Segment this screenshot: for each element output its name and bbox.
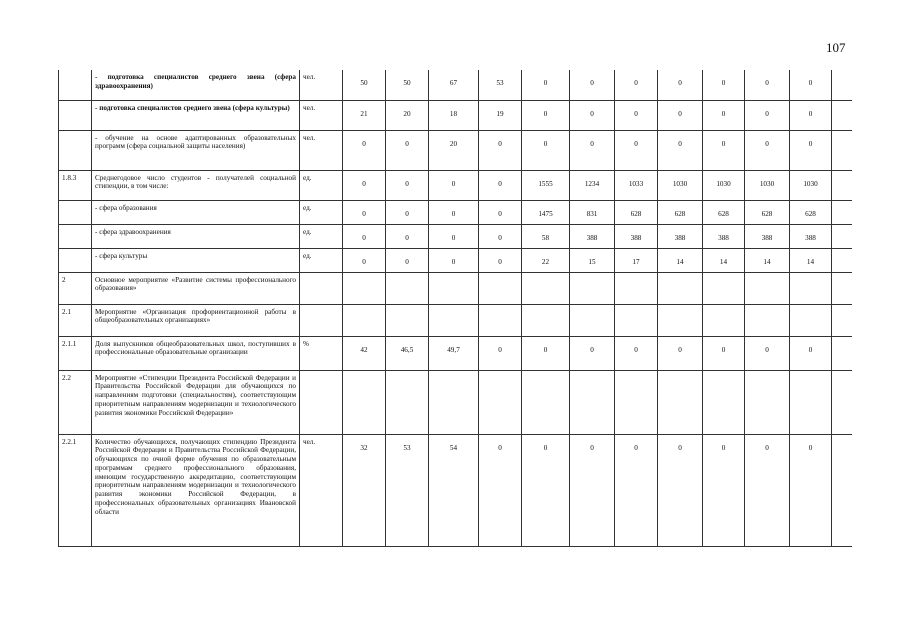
row-value (343, 272, 386, 304)
row-value (658, 304, 703, 336)
row-value: 0 (790, 70, 832, 100)
row-value: 32 (343, 434, 386, 546)
row-code (59, 248, 92, 272)
row-value (429, 304, 479, 336)
row-code (59, 100, 92, 130)
row-value: 0 (386, 224, 429, 248)
row-value (343, 304, 386, 336)
row-value: 0 (790, 336, 832, 370)
row-value: 0 (429, 248, 479, 272)
row-value: 0 (522, 434, 570, 546)
row-code (59, 70, 92, 100)
row-value: 0 (479, 130, 522, 170)
row-value: 14 (790, 248, 832, 272)
page-number: 107 (826, 40, 846, 55)
row-value: 20 (429, 130, 479, 170)
row-value (479, 272, 522, 304)
row-value: 17 (615, 248, 658, 272)
row-value (745, 272, 790, 304)
row-code: 2.1.1 (59, 336, 92, 370)
row-value: 0 (386, 170, 429, 200)
row-value: 0 (570, 100, 615, 130)
row-value: 0 (658, 434, 703, 546)
row-value: 0 (522, 336, 570, 370)
row-value (703, 272, 745, 304)
row-value: 0 (570, 130, 615, 170)
table-row (59, 304, 852, 336)
row-value: 0 (745, 70, 790, 100)
row-value: 0 (386, 200, 429, 224)
row-value: 0 (522, 100, 570, 130)
row-unit: % (300, 336, 343, 370)
row-value: 0 (343, 248, 386, 272)
row-value: 67 (429, 70, 479, 100)
row-value: 0 (479, 434, 522, 546)
row-value (479, 304, 522, 336)
row-value: 1475 (522, 200, 570, 224)
row-value: 22 (522, 248, 570, 272)
row-value: 1030 (703, 170, 745, 200)
row-value: 0 (703, 434, 745, 546)
row-description: - обучение на основе адаптированных образовательных программ (сфера социальной защиты населения) (92, 130, 300, 170)
row-value: 0 (429, 224, 479, 248)
row-unit (300, 304, 343, 336)
row-value: 1033 (615, 170, 658, 200)
row-value: 0 (429, 170, 479, 200)
row-value (386, 370, 429, 434)
row-value: 0 (570, 434, 615, 546)
row-unit: чел. (300, 130, 343, 170)
row-value: 21 (343, 100, 386, 130)
row-value (703, 370, 745, 434)
table-row (59, 272, 852, 304)
row-value (615, 370, 658, 434)
row-description: - сфера образования (92, 200, 300, 224)
row-description: Основное мероприятие «Развитие системы профессионального образования» (92, 272, 300, 304)
row-value: 58 (522, 224, 570, 248)
row-unit: ед. (300, 224, 343, 248)
row-value: 0 (479, 248, 522, 272)
row-value: 19 (479, 100, 522, 130)
row-value: 1555 (522, 170, 570, 200)
row-value: 0 (615, 100, 658, 130)
row-value: 53 (479, 70, 522, 100)
row-value (615, 304, 658, 336)
row-description: - подготовка специалистов среднего звена (сфера здравоохранения) (92, 70, 300, 100)
row-value: 0 (745, 130, 790, 170)
row-value: 388 (745, 224, 790, 248)
row-value: 15 (570, 248, 615, 272)
row-value: 0 (790, 434, 832, 546)
row-value (745, 304, 790, 336)
row-value (745, 370, 790, 434)
row-value: 1234 (570, 170, 615, 200)
row-value: 54 (429, 434, 479, 546)
row-value: 0 (790, 130, 832, 170)
row-code (59, 200, 92, 224)
table-row (59, 336, 852, 370)
row-value (522, 272, 570, 304)
row-value: 50 (343, 70, 386, 100)
row-unit: чел. (300, 434, 343, 546)
row-code (59, 130, 92, 170)
row-value: 0 (745, 434, 790, 546)
row-description: - подготовка специалистов среднего звена (сфера культуры) (92, 100, 300, 130)
row-value: 0 (745, 336, 790, 370)
table-row (59, 100, 852, 130)
row-value: 14 (658, 248, 703, 272)
row-code: 2.1 (59, 304, 92, 336)
indicator-table (58, 70, 852, 547)
row-value: 1030 (658, 170, 703, 200)
row-value: 1030 (745, 170, 790, 200)
row-description: - сфера здравоохранения (92, 224, 300, 248)
row-value (386, 272, 429, 304)
table-row (59, 130, 852, 170)
row-description: Мероприятие «Организация профориентационной работы в общеобразовательных организациях» (92, 304, 300, 336)
row-value: 628 (658, 200, 703, 224)
row-value (570, 272, 615, 304)
row-edge-cell (832, 100, 852, 130)
row-value: 49,7 (429, 336, 479, 370)
row-value: 388 (790, 224, 832, 248)
row-value: 0 (703, 130, 745, 170)
row-unit: ед. (300, 200, 343, 224)
row-value (522, 370, 570, 434)
row-value: 628 (745, 200, 790, 224)
row-value: 0 (658, 130, 703, 170)
row-value: 0 (615, 70, 658, 100)
row-code: 2.2.1 (59, 434, 92, 546)
row-edge-cell (832, 370, 852, 434)
row-value (790, 272, 832, 304)
row-value: 1030 (790, 170, 832, 200)
row-edge-cell (832, 434, 852, 546)
table-row (59, 224, 852, 248)
row-unit: чел. (300, 70, 343, 100)
row-value (570, 370, 615, 434)
row-value: 0 (703, 70, 745, 100)
row-code (59, 224, 92, 248)
row-edge-cell (832, 130, 852, 170)
row-value (386, 304, 429, 336)
row-value: 388 (703, 224, 745, 248)
row-value: 42 (343, 336, 386, 370)
row-value: 0 (429, 200, 479, 224)
row-value: 0 (479, 336, 522, 370)
row-value: 628 (615, 200, 658, 224)
row-value: 0 (658, 100, 703, 130)
row-value (429, 370, 479, 434)
row-value: 0 (386, 130, 429, 170)
row-value: 53 (386, 434, 429, 546)
row-value (658, 370, 703, 434)
row-value: 0 (658, 70, 703, 100)
row-value: 0 (615, 130, 658, 170)
row-edge-cell (832, 224, 852, 248)
row-value: 0 (386, 248, 429, 272)
row-value: 18 (429, 100, 479, 130)
row-value: 388 (658, 224, 703, 248)
row-value: 0 (343, 200, 386, 224)
row-edge-cell (832, 336, 852, 370)
row-unit: чел. (300, 100, 343, 130)
row-value (479, 370, 522, 434)
row-value (703, 304, 745, 336)
row-value: 0 (522, 70, 570, 100)
row-value: 0 (745, 100, 790, 130)
row-value: 0 (343, 170, 386, 200)
row-value: 0 (703, 100, 745, 130)
row-value: 628 (703, 200, 745, 224)
row-description: Количество обучающихся, получающих стипендию Президента Российской Федерации и Правительства Российской Федерации, обучающихся по очной форме обучения по образовательным программам среднего профессионального образования, имеющим государственную аккредитацию, соответствующим приоритетным направлениям модернизации и технологического развития экономики Российской Федерации, в профессиональных образовательных организациях Ивановской области (92, 434, 300, 546)
row-value: 831 (570, 200, 615, 224)
row-value: 0 (615, 336, 658, 370)
row-value: 628 (790, 200, 832, 224)
row-value: 0 (343, 224, 386, 248)
row-value: 0 (479, 224, 522, 248)
row-unit (300, 272, 343, 304)
row-value (790, 370, 832, 434)
row-value (429, 272, 479, 304)
row-value: 14 (745, 248, 790, 272)
row-edge-cell (832, 200, 852, 224)
row-value: 0 (479, 170, 522, 200)
row-value: 0 (615, 434, 658, 546)
row-value: 14 (703, 248, 745, 272)
row-value (790, 304, 832, 336)
row-code: 1.8.3 (59, 170, 92, 200)
row-unit (300, 370, 343, 434)
row-value: 0 (343, 130, 386, 170)
row-value: 0 (570, 336, 615, 370)
row-value: 0 (522, 130, 570, 170)
row-value: 388 (570, 224, 615, 248)
row-description: Мероприятие «Стипендии Президента Российской Федерации и Правительства Российской Федерации для обучающихся по направлениям подготовки (специальностям), соответствующим приоритетным направлениям модернизации и технологического развития экономики Российской Федерации» (92, 370, 300, 434)
table-row (59, 248, 852, 272)
row-value (522, 304, 570, 336)
row-description: - сфера культуры (92, 248, 300, 272)
row-value: 388 (615, 224, 658, 248)
row-value (570, 304, 615, 336)
row-edge-cell (832, 248, 852, 272)
row-value (343, 370, 386, 434)
row-value: 0 (570, 70, 615, 100)
row-code: 2 (59, 272, 92, 304)
row-description: Среднегодовое число студентов - получателей социальной стипендии, в том числе: (92, 170, 300, 200)
row-value: 50 (386, 70, 429, 100)
row-edge-cell (832, 304, 852, 336)
row-value: 20 (386, 100, 429, 130)
row-value (658, 272, 703, 304)
row-value: 0 (658, 336, 703, 370)
row-unit: ед. (300, 170, 343, 200)
row-edge-cell (832, 70, 852, 100)
table-row (59, 200, 852, 224)
table-row (59, 70, 852, 100)
row-unit: ед. (300, 248, 343, 272)
table-row (59, 434, 852, 546)
row-code: 2.2 (59, 370, 92, 434)
row-value: 0 (479, 200, 522, 224)
row-value: 0 (790, 100, 832, 130)
row-edge-cell (832, 170, 852, 200)
row-value: 0 (703, 336, 745, 370)
table-row (59, 170, 852, 200)
row-value: 46,5 (386, 336, 429, 370)
row-edge-cell (832, 272, 852, 304)
row-value (615, 272, 658, 304)
table-row (59, 370, 852, 434)
row-description: Доля выпускников общеобразовательных школ, поступивших в профессиональные образовательные организации (92, 336, 300, 370)
